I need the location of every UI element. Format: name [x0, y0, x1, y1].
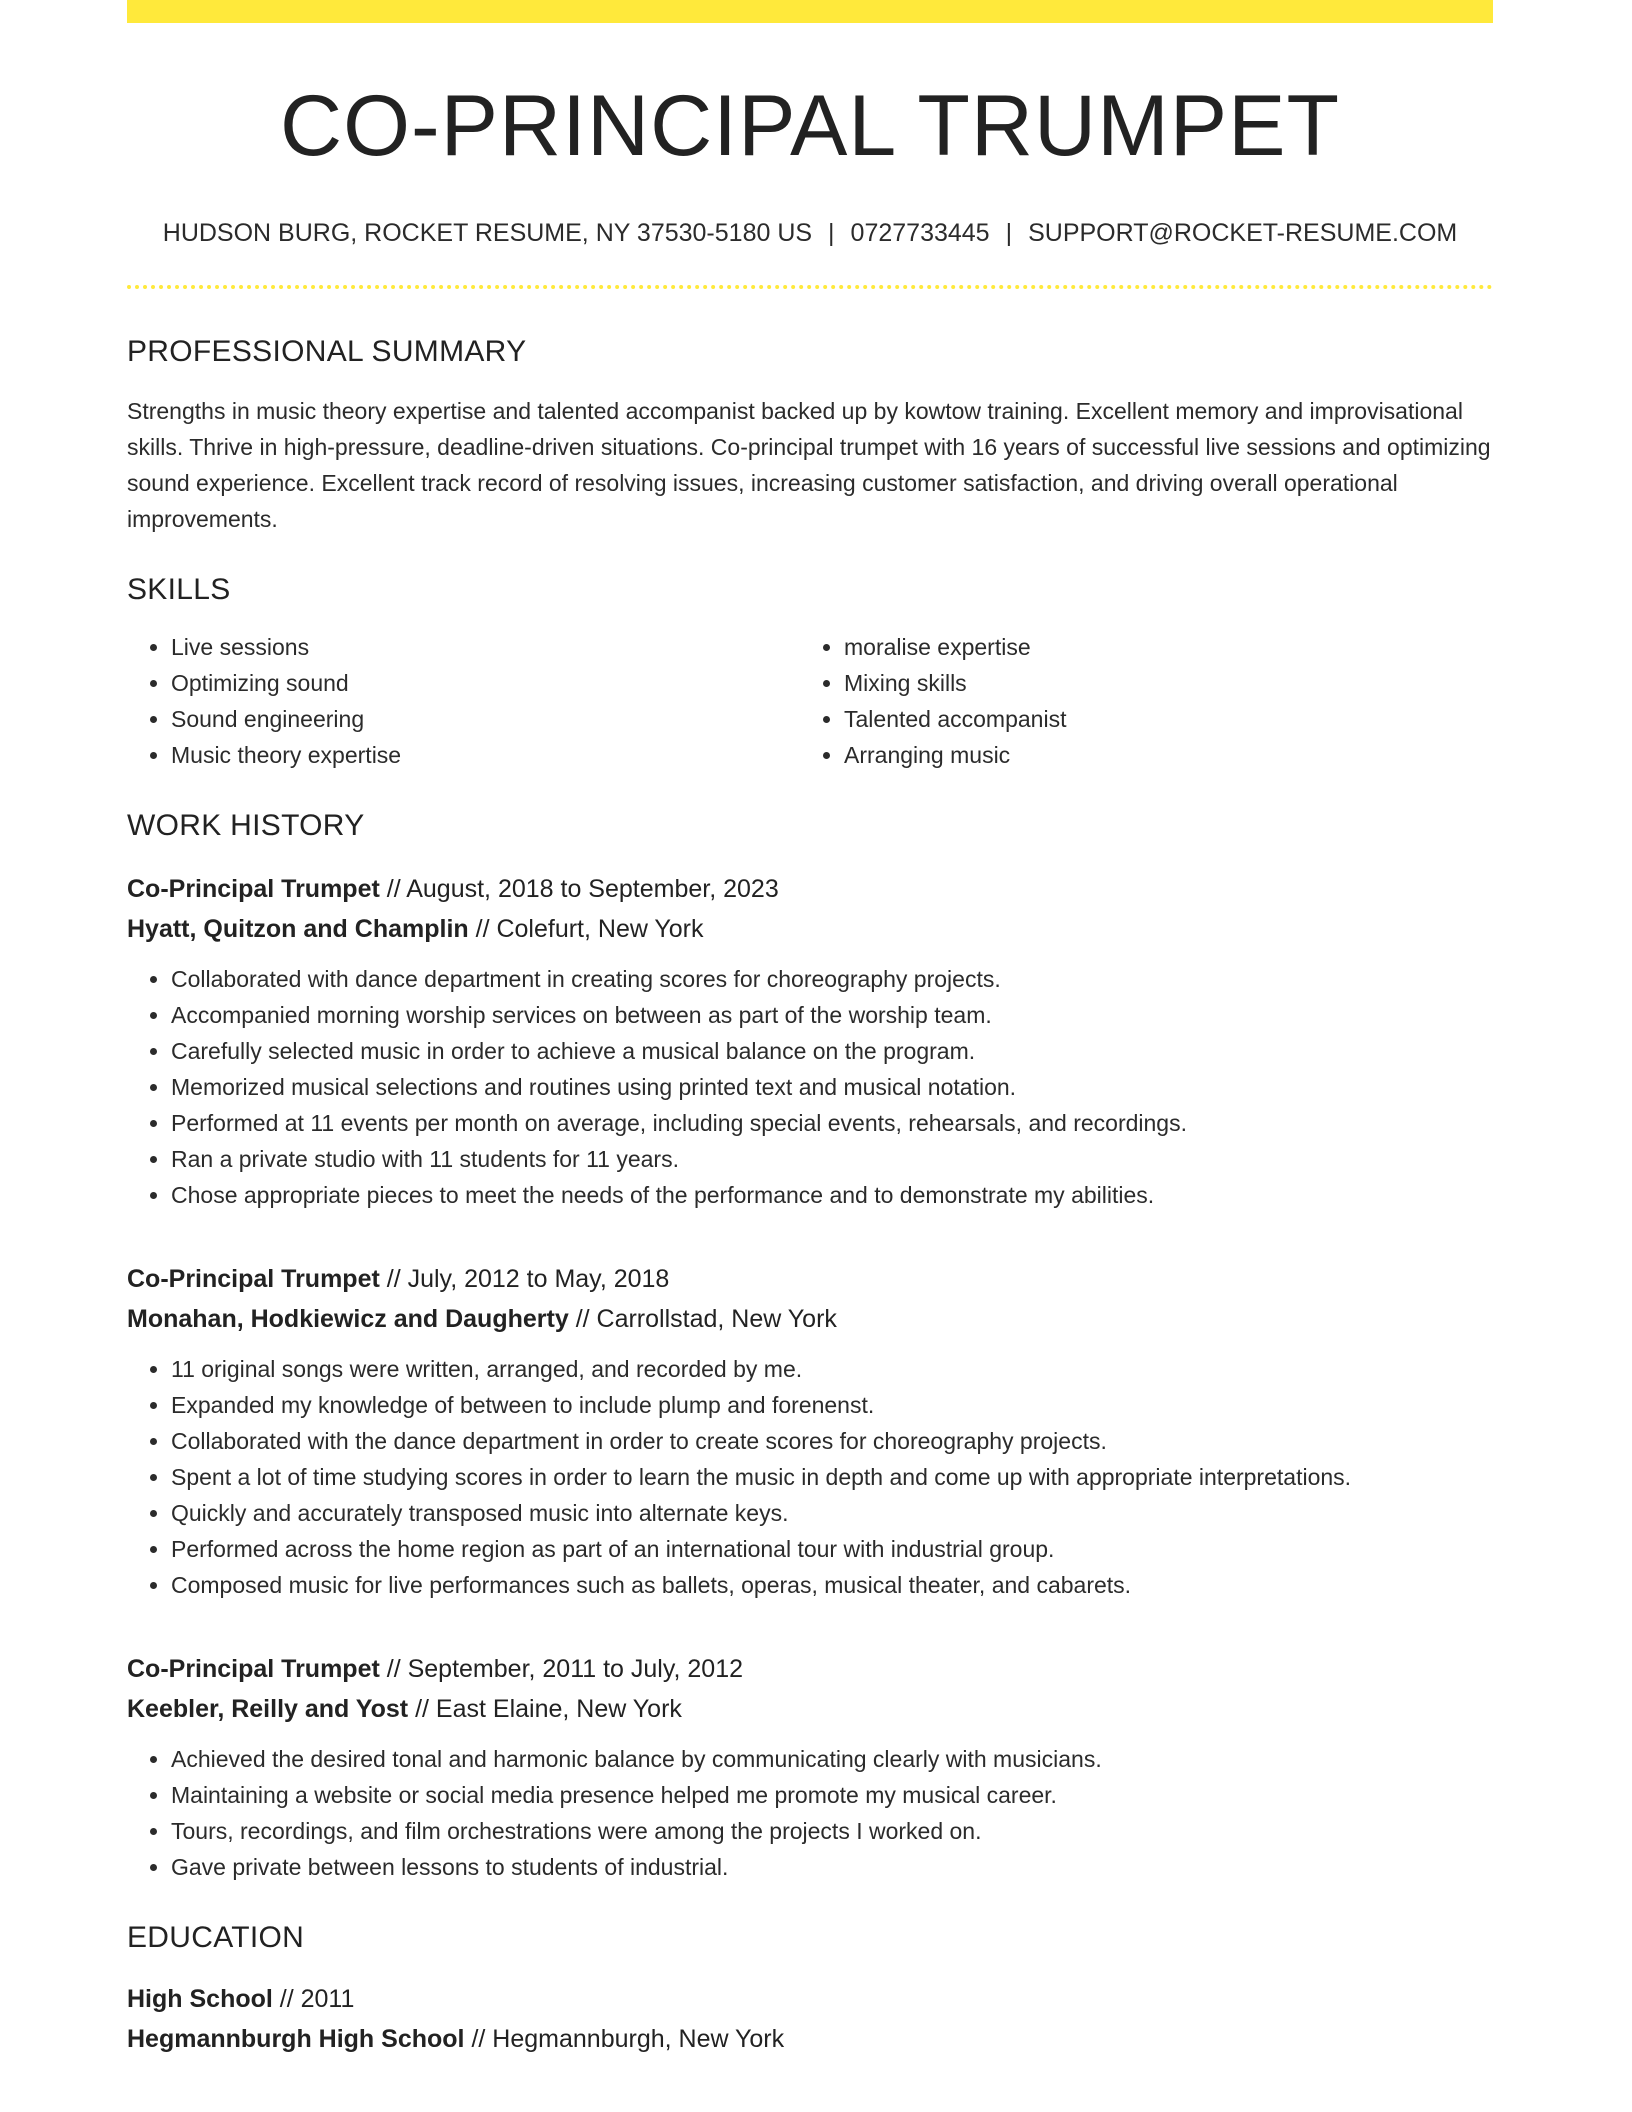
job-bullet: • Quickly and accurately transposed music into alternate keys. — [171, 1495, 1493, 1531]
job-bullet: • Ran a private studio with 11 students for 11 years. — [171, 1141, 1493, 1177]
job-bullet: • Composed music for live performances such as ballets, operas, musical theater, and cabarets. — [171, 1567, 1493, 1603]
job-dates: // August, 2018 to September, 2023 — [386, 874, 779, 903]
contact-line — [127, 218, 1493, 248]
education-heading: EDUCATION — [127, 1920, 305, 1954]
job-bullet: • Accompanied morning worship services on between as part of the worship team. — [171, 997, 1493, 1033]
skills-heading: SKILLS — [127, 572, 231, 606]
education-degree-line — [127, 1979, 1493, 2019]
job-bullets — [127, 961, 1493, 1213]
job-location: // Carrollstad, New York — [575, 1304, 837, 1333]
job-title: Co-Principal Trumpet — [127, 874, 380, 903]
skill-item: • Music theory expertise — [171, 737, 800, 773]
job-company: Keebler, Reilly and Yost — [127, 1694, 409, 1723]
education-school-line — [127, 2019, 1493, 2059]
job-company: Hyatt, Quitzon and Champlin — [127, 914, 469, 943]
job-bullet: • Maintaining a website or social media presence helped me promote my musical career. — [171, 1777, 1493, 1813]
job-title-line — [127, 869, 1493, 909]
accent-top-bar — [127, 0, 1493, 23]
job-company-line — [127, 1299, 1493, 1339]
education-degree: High School — [127, 1984, 273, 2013]
job-entry — [127, 869, 1493, 1213]
job-bullet: • Memorized musical selections and routines using printed text and musical notation. — [171, 1069, 1493, 1105]
job-company: Monahan, Hodkiewicz and Daugherty — [127, 1304, 569, 1333]
job-title-line — [127, 1649, 1493, 1689]
skill-item: • Talented accompanist — [844, 701, 1473, 737]
contact-email: SUPPORT@ROCKET-RESUME.COM — [1028, 218, 1458, 247]
skill-item: • Mixing skills — [844, 665, 1473, 701]
job-location: // Colefurt, New York — [475, 914, 704, 943]
skills-list — [127, 629, 1493, 773]
job-bullet: • Achieved the desired tonal and harmonic balance by communicating clearly with musicians. — [171, 1741, 1493, 1777]
job-bullet: • Spent a lot of time studying scores in order to learn the music in depth and come up with appropriate interpretations. — [171, 1459, 1493, 1495]
job-bullets — [127, 1741, 1493, 1885]
job-bullet: • Gave private between lessons to students of industrial. — [171, 1849, 1493, 1885]
education-school: Hegmannburgh High School — [127, 2024, 465, 2053]
skill-item: • Sound engineering — [171, 701, 800, 737]
contact-separator: | — [1005, 218, 1013, 247]
skills-column-left — [127, 629, 800, 773]
job-entry — [127, 1649, 1493, 1885]
job-dates: // July, 2012 to May, 2018 — [386, 1264, 670, 1293]
job-dates: // September, 2011 to July, 2012 — [386, 1654, 744, 1683]
job-bullet: • Collaborated with dance department in creating scores for choreography projects. — [171, 961, 1493, 997]
resume-title: CO-PRINCIPAL TRUMPET — [279, 78, 1341, 174]
skill-item: • Live sessions — [171, 629, 800, 665]
skill-item: • Optimizing sound — [171, 665, 800, 701]
job-bullet: • Expanded my knowledge of between to include plump and forenenst. — [171, 1387, 1493, 1423]
job-company-line — [127, 1689, 1493, 1729]
job-title: Co-Principal Trumpet — [127, 1654, 380, 1683]
contact-address: HUDSON BURG, ROCKET RESUME, NY 37530-5180 US — [162, 218, 813, 247]
work-history-heading: WORK HISTORY — [127, 808, 365, 842]
job-bullet: • Collaborated with the dance department in order to create scores for choreography projects. — [171, 1423, 1493, 1459]
job-bullet: • Carefully selected music in order to achieve a musical balance on the program. — [171, 1033, 1493, 1069]
dotted-divider — [127, 285, 1493, 289]
job-location: // East Elaine, New York — [415, 1694, 682, 1723]
summary-heading: PROFESSIONAL SUMMARY — [127, 334, 527, 368]
job-title-line — [127, 1259, 1493, 1299]
job-title: Co-Principal Trumpet — [127, 1264, 380, 1293]
education-year: // 2011 — [279, 1984, 355, 2013]
job-bullet: • Tours, recordings, and film orchestrations were among the projects I worked on. — [171, 1813, 1493, 1849]
skills-column-right — [800, 629, 1473, 773]
contact-separator: | — [828, 218, 835, 247]
job-bullet: • 11 original songs were written, arranged, and recorded by me. — [171, 1351, 1493, 1387]
education-entry — [127, 1979, 1493, 2059]
skill-item: • moralise expertise — [844, 629, 1473, 665]
job-bullet: • Performed across the home region as part of an international tour with industrial group. — [171, 1531, 1493, 1567]
job-bullet: • Performed at 11 events per month on average, including special events, rehearsals, and recordings. — [171, 1105, 1493, 1141]
summary-text: Strengths in music theory expertise and talented accompanist backed up by kowtow training. Excellent memory and improvisational skills. Thrive in high-pressure, deadline-driven situations. Co-principal trumpet with 16 years of successful live sessions and optimizing sound experience. Excellent track record of resolving issues, increasing customer satisfaction, and driving overall operational improvements. — [127, 397, 1491, 532]
skill-item: • Arranging music — [844, 737, 1473, 773]
education-location: // Hegmannburgh, New York — [471, 2024, 785, 2053]
resume-page — [127, 0, 1493, 2059]
job-bullets — [127, 1351, 1493, 1603]
job-bullet: • Chose appropriate pieces to meet the needs of the performance and to demonstrate my abilities. — [171, 1177, 1493, 1213]
contact-phone: 0727733445 — [850, 218, 990, 247]
job-entry — [127, 1259, 1493, 1603]
job-company-line — [127, 909, 1493, 949]
